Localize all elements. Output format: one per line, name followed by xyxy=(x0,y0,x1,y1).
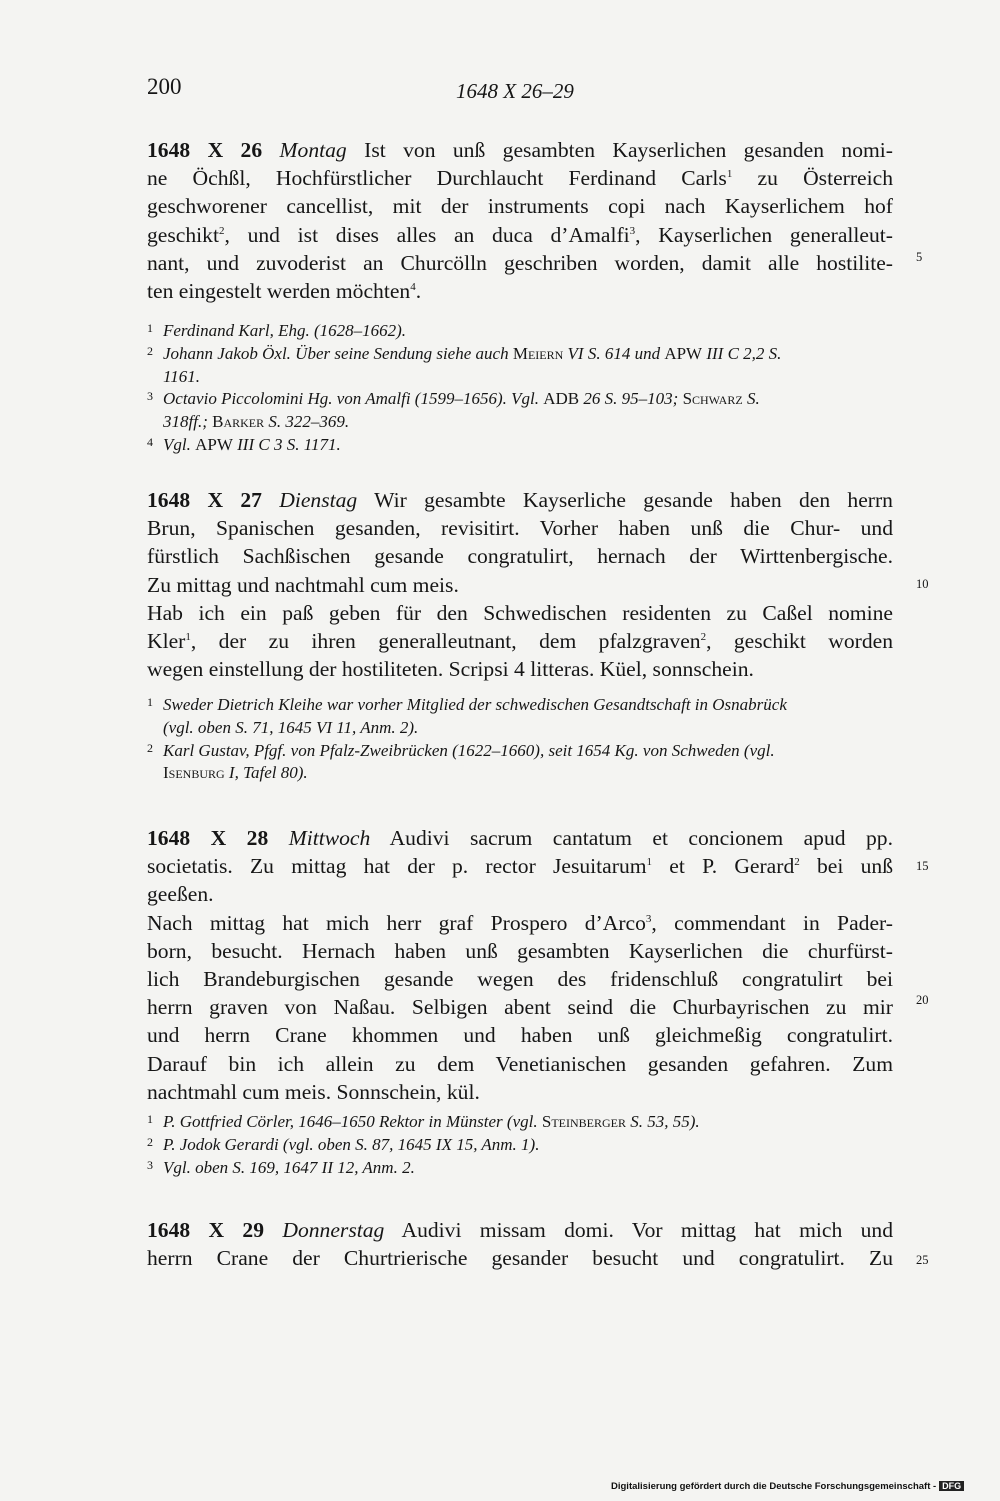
footnote-text: S. xyxy=(742,389,760,409)
footnote-number: 1 xyxy=(147,695,153,709)
footnotes-1648-x-26 xyxy=(147,320,893,457)
footnote-number: 2 xyxy=(147,343,153,358)
entry-text: Nach mittag hat mich herr graf Prospero d’Arco xyxy=(147,910,646,935)
footnote-mark: 4 xyxy=(410,280,416,293)
footnote-text: ADB xyxy=(543,389,580,409)
footnote-text: Steinberger xyxy=(541,1112,626,1131)
footnote-text: APW xyxy=(195,434,233,454)
footnote-number: 2 xyxy=(147,1134,153,1149)
footnote-mark: 1 xyxy=(185,630,191,643)
footnote-continuation xyxy=(147,411,893,434)
entry-weekday: Montag xyxy=(279,138,347,162)
entry-line: geschworener cancellist, mit der instruments copi nach Kayserlichem hof xyxy=(147,194,893,219)
footnotes-1648-x-27 xyxy=(147,694,893,785)
entry-line: geeßen. xyxy=(147,882,214,907)
footnote-text: Schwarz xyxy=(682,389,743,409)
entry-text: , und ist dises alles an duca d’Amalfi xyxy=(224,222,630,247)
margin-line-number: 20 xyxy=(916,993,929,1007)
digitization-footer xyxy=(611,1481,964,1492)
dfg-logo: DFG xyxy=(939,1481,964,1491)
footnote-text: 26 S. 95–103; xyxy=(579,389,683,409)
footnote-text: S. 322–369. xyxy=(264,412,350,432)
footnote-text: III C 2,2 S. xyxy=(702,343,782,363)
margin-line-number: 10 xyxy=(916,577,929,591)
footnote-number: 1 xyxy=(147,321,153,335)
entry-line: wegen einstellung der hostiliteten. Scripsi 4 litteras. Küel, sonnschein. xyxy=(147,657,754,682)
margin-line-number: 25 xyxy=(916,1253,929,1267)
entry-text: , Kayserlichen generalleut- xyxy=(635,222,893,247)
footnote xyxy=(147,1134,893,1157)
footnote xyxy=(147,434,893,457)
entry-line xyxy=(147,221,893,249)
footnote-text: Vgl. xyxy=(163,434,196,454)
entry-1648-x-26 xyxy=(147,136,893,305)
footnote xyxy=(147,694,893,717)
entry-line: herrn Crane der Churtrierische gesander besucht und congratulirt. Zu xyxy=(147,1246,893,1271)
entry-line: Darauf bin ich allein zu dem Venetianischen gesanden gefahren. Zum xyxy=(147,1051,893,1076)
footnote xyxy=(147,740,893,763)
entry-date: 1648 X 28 xyxy=(147,826,269,850)
entry-weekday: Donnerstag xyxy=(282,1218,385,1242)
entry-line: Brun, Spanischen gesanden, revisitirt. Vorher haben unß die Chur- und xyxy=(147,516,893,541)
entry-line: nachtmahl cum meis. Sonnschein, kül. xyxy=(147,1079,480,1104)
footnote-number: 3 xyxy=(147,1157,153,1172)
entry-line xyxy=(147,627,893,655)
entry-text: , geschikt worden xyxy=(706,628,893,653)
entry-1648-x-27 xyxy=(147,486,893,683)
entry-line: Zu mittag und nachtmahl cum meis. xyxy=(147,572,459,597)
footnote-mark: 1 xyxy=(726,168,733,180)
entry-date: 1648 X 27 xyxy=(147,488,262,512)
footnote-text: Vgl. oben S. 169, 1647 II 12, Anm. 2. xyxy=(163,1157,415,1177)
entry-line: und herrn Crane khommen und haben unß gleichmeßig congratulirt. xyxy=(147,1023,893,1048)
entry-line: Hab ich ein paß geben für den Schwedischen residenten zu Caßel nomine xyxy=(147,600,893,625)
footer-text: Digitalisierung gefördert durch die Deutsche Forschungsgemeinschaft - xyxy=(611,1481,937,1492)
footnote-text: III C 3 S. 1171. xyxy=(232,434,341,454)
entry-text: societatis. Zu mittag hat der p. rector Jesuitarum xyxy=(147,854,647,879)
footnote-mark: 3 xyxy=(629,224,636,237)
entry-line: lich Brandeburgischen gesande wegen des fridenschluß congratulirt bei xyxy=(147,966,893,991)
footnote-continuation xyxy=(147,762,893,785)
footnote-text: Ferdinand Karl, Ehg. (1628–1662). xyxy=(163,321,407,340)
entry-text: Wir gesambte Kayserliche gesande haben den herrn xyxy=(374,488,893,512)
footnote-text: Barker xyxy=(212,412,265,432)
footnote-number: 4 xyxy=(147,434,153,449)
footnote-text: Octavio Piccolomini Hg. von Amalfi (1599–1656). Vgl. xyxy=(163,389,544,409)
entry-line xyxy=(147,1216,893,1244)
entry-weekday: Mittwoch xyxy=(288,826,371,850)
entry-line: fürstlich Sachßischen gesande congratulirt, hernach der Wirttenbergische. xyxy=(147,544,893,569)
entry-line xyxy=(147,852,893,880)
entry-line xyxy=(147,909,893,937)
footnote-mark: 2 xyxy=(218,224,225,237)
footnote xyxy=(147,343,893,366)
entry-text: bei unß xyxy=(799,854,893,879)
entry-line: born, besucht. Hernach haben unß gesambten Kayserlichen die churfürst- xyxy=(147,938,893,963)
entry-line xyxy=(147,164,893,192)
footnote xyxy=(147,1111,893,1134)
entry-line xyxy=(147,277,893,305)
footnote-text: Johann Jakob Öxl. Über seine Sendung siehe auch xyxy=(163,343,513,363)
footnote-mark: 2 xyxy=(794,856,800,868)
entry-1648-x-29 xyxy=(147,1216,893,1272)
footnote-text: 318ff.; xyxy=(163,412,213,432)
footnotes-1648-x-28 xyxy=(147,1111,893,1179)
entry-date: 1648 X 26 xyxy=(147,138,263,162)
footnote-text: P. Gottfried Cörler, 1646–1650 Rektor in Münster (vgl. xyxy=(163,1112,542,1131)
entry-line xyxy=(147,136,893,164)
footnote-text: S. 53, 55). xyxy=(625,1112,700,1131)
footnote-continuation: 1161. xyxy=(163,366,200,386)
entry-date: 1648 X 29 xyxy=(147,1218,265,1242)
footnote-text: Sweder Dietrich Kleihe war vorher Mitglied der schwedischen Gesandtschaft in Osnabrück xyxy=(163,695,787,714)
footnote xyxy=(147,388,893,411)
entry-text: Audivi sacrum cantatum et concionem apud pp. xyxy=(389,826,893,850)
footnote-number: 2 xyxy=(147,740,153,755)
footnote-text: VI S. 614 und xyxy=(563,343,665,363)
entry-line: herrn graven von Naßau. Selbigen abent seind die Churbayrischen zu mir xyxy=(147,995,893,1020)
footnote-text: Meiern xyxy=(512,343,564,363)
footnote xyxy=(147,1157,893,1180)
margin-line-number: 5 xyxy=(916,250,923,264)
footnote-mark: 3 xyxy=(645,912,652,925)
entry-text: geschikt xyxy=(147,222,219,247)
footnote-mark: 1 xyxy=(646,856,653,868)
page-number: 200 xyxy=(147,74,182,99)
entry-text: ten eingestelt werden möchten xyxy=(147,278,411,303)
footnote-text: Karl Gustav, Pfgf. von Pfalz-Zweibrücken (1622–1660), seit 1654 Kg. von Schweden (vgl. xyxy=(163,740,775,760)
footnote-number: 3 xyxy=(147,389,153,404)
entry-text: Audivi missam domi. Vor mittag hat mich und xyxy=(401,1218,893,1242)
entry-text: zu Österreich xyxy=(732,166,893,191)
footnote-text: Isenburg xyxy=(163,763,225,783)
footnote-text: P. Jodok Gerardi (vgl. oben S. 87, 1645 IX 15, Anm. 1). xyxy=(163,1134,540,1154)
footnote-number: 1 xyxy=(147,1112,153,1126)
entry-line xyxy=(147,824,893,852)
entry-text: , commendant in Pader- xyxy=(651,910,893,935)
entry-text: et P. Gerard xyxy=(652,854,795,879)
entry-text: Kler xyxy=(147,628,186,653)
entry-1648-x-28 xyxy=(147,824,893,1106)
entry-line xyxy=(147,486,893,514)
footnote-text: I, Tafel 80). xyxy=(224,763,308,783)
entry-text: , der zu ihren generalleutnant, dem pfalzgraven xyxy=(190,628,701,653)
footnote-text: APW xyxy=(664,343,703,363)
entry-text: Ist von unß gesambten Kayserlichen gesanden nomi- xyxy=(364,138,893,162)
margin-line-number: 15 xyxy=(916,859,929,873)
footnote-continuation: (vgl. oben S. 71, 1645 VI 11, Anm. 2). xyxy=(163,717,419,737)
entry-text: . xyxy=(415,278,422,303)
running-title: 1648 X 26–29 xyxy=(456,79,574,103)
entry-line: nant, und zuvoderist an Churcölln geschriben worden, damit alle hostilite- xyxy=(147,250,893,275)
footnote xyxy=(147,320,893,343)
entry-weekday: Dienstag xyxy=(279,488,358,512)
entry-text: ne Öchßl, Hochfürstlicher Durchlaucht Ferdinand Carls xyxy=(147,166,727,191)
footnote-mark: 2 xyxy=(700,630,707,643)
